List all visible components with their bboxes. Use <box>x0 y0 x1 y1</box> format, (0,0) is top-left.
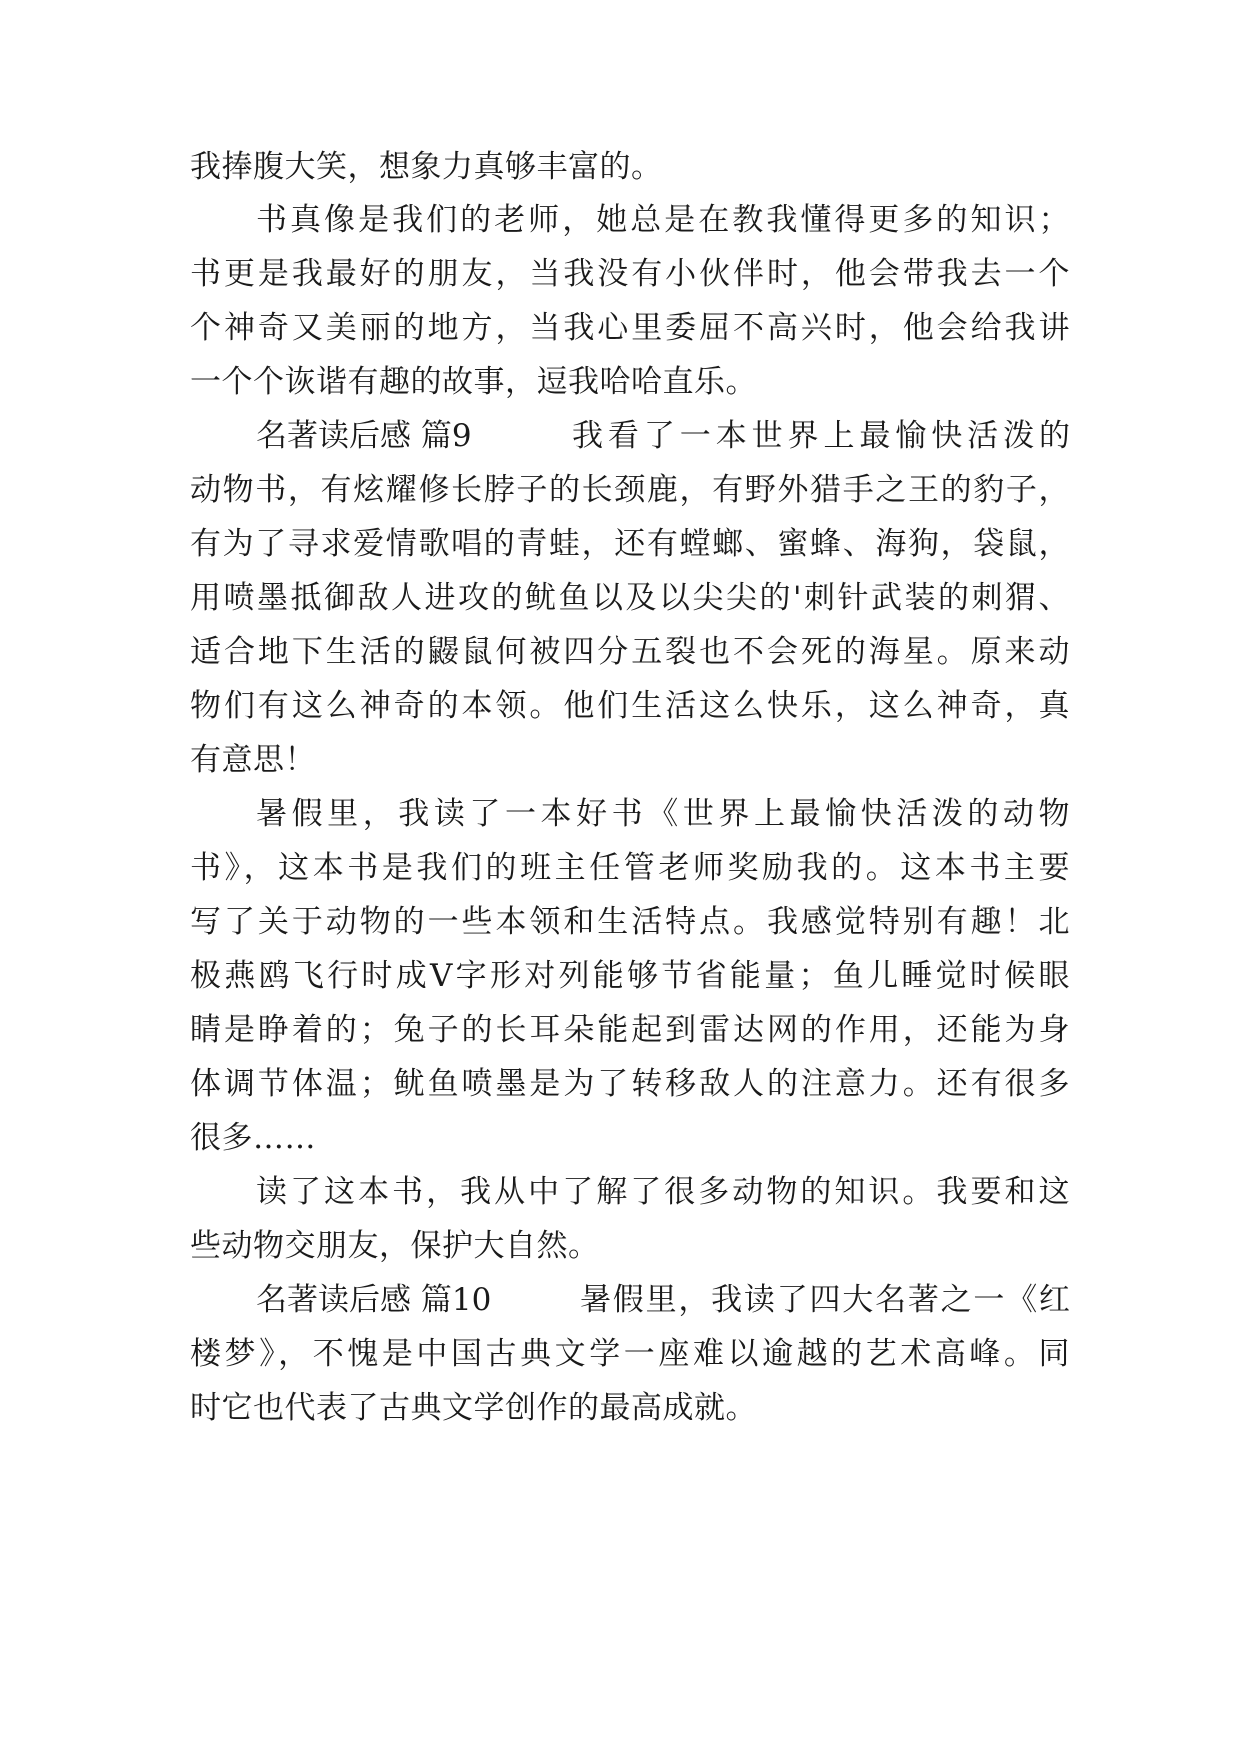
paragraph-line: 适合地下生活的鼹鼠何被四分五裂也不会死的海星。原来动 <box>190 634 1070 670</box>
paragraph-line: 读了这本书，我从中了解了很多动物的知识。我要和这 <box>256 1174 1070 1210</box>
paragraph-line: 体调节体温；鱿鱼喷墨是为了转移敌人的注意力。还有很多 <box>190 1066 1070 1102</box>
paragraph-line: 书》，这本书是我们的班主任管老师奖励我的。这本书主要 <box>190 850 1070 886</box>
paragraph-line: 时它也代表了古典文学创作的最高成就。 <box>190 1390 757 1426</box>
paragraph-line: 极燕鸥飞行时成V字形对列能够节省能量；鱼儿睡觉时候眼 <box>190 958 1070 994</box>
paragraph-line: 动物书，有炫耀修长脖子的长颈鹿，有野外猎手之王的豹子， <box>190 472 1070 508</box>
paragraph-line: 睛是睁着的；兔子的长耳朵能起到雷达网的作用，还能为身 <box>190 1012 1070 1048</box>
paragraph-line: 用喷墨抵御敌人进攻的鱿鱼以及以尖尖的'刺针武装的刺猬、 <box>190 580 1070 616</box>
paragraph-line: 些动物交朋友，保护大自然。 <box>190 1228 600 1264</box>
paragraph-line: 有意思！ <box>190 742 316 778</box>
paragraph-line: 很多…… <box>190 1120 316 1156</box>
section-heading: 名著读后感 篇10 <box>256 1282 492 1318</box>
paragraph-line: 书更是我最好的朋友，当我没有小伙伴时，他会带我去一个 <box>190 256 1070 292</box>
paragraph-line: 有为了寻求爱情歌唱的青蛙，还有螳螂、蜜蜂、海狗，袋鼠， <box>190 526 1070 562</box>
paragraph-line: 我捧腹大笑，想象力真够丰富的。 <box>190 149 663 185</box>
paragraph-line: 写了关于动物的一些本领和生活特点。我感觉特别有趣！北 <box>190 904 1070 940</box>
paragraph-line: 个神奇又美丽的地方，当我心里委屈不高兴时，他会给我讲 <box>190 310 1070 346</box>
paragraph-line: 物们有这么神奇的本领。他们生活这么快乐，这么神奇，真 <box>190 688 1070 724</box>
paragraph-line: 我看了一本世界上最愉快活泼的 <box>572 418 1070 454</box>
paragraph-line: 一个个诙谐有趣的故事，逗我哈哈直乐。 <box>190 364 757 400</box>
paragraph-line: 暑假里，我读了四大名著之一《红 <box>580 1282 1070 1318</box>
section-heading: 名著读后感 篇9 <box>256 418 472 454</box>
paragraph-line: 楼梦》，不愧是中国古典文学一座难以逾越的艺术高峰。同 <box>190 1336 1070 1372</box>
paragraph-line: 暑假里，我读了一本好书《世界上最愉快活泼的动物 <box>256 796 1070 832</box>
paragraph-line: 书真像是我们的老师，她总是在教我懂得更多的知识； <box>256 202 1070 238</box>
